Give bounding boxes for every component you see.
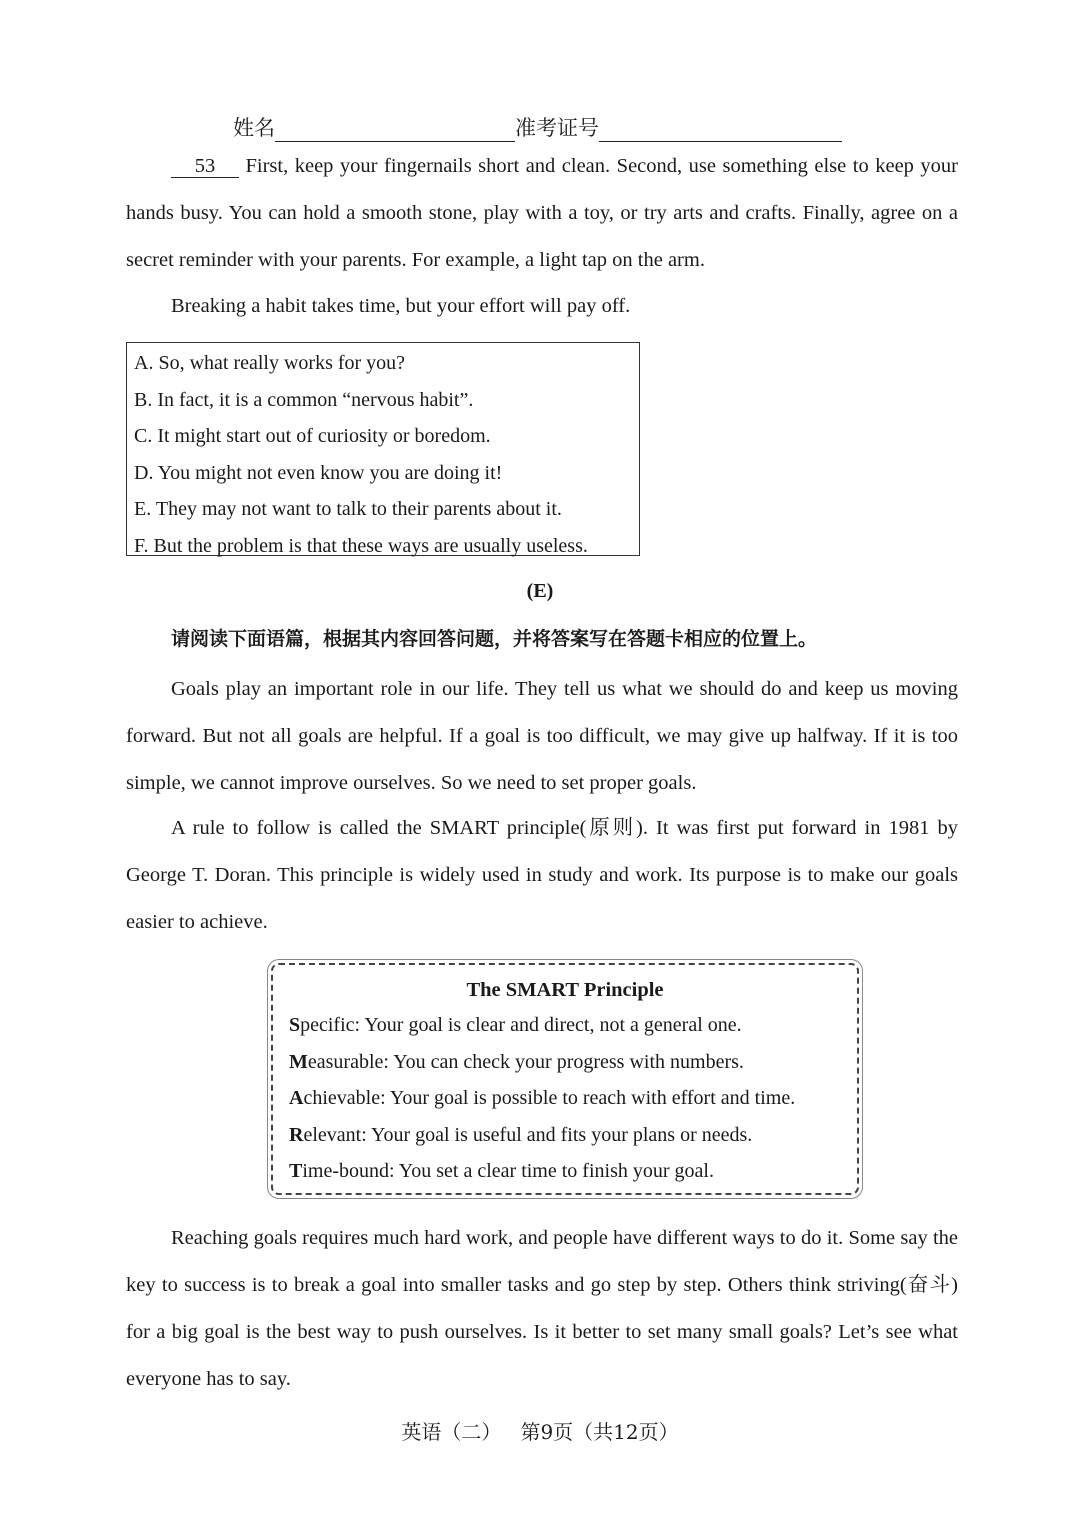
passage-e-paragraph-3: Reaching goals requires much hard work, and people have different ways to do it. Some say the key to success is to break a goal into smaller tasks and go step by step. Others think striving(奋斗) for a big goal is the best way to push ourselves. Is it better to set many small goals? Let’s see what everyone has to say.	[126, 1227, 958, 1390]
passage-e-paragraph-1: Goals play an important role in our life. They tell us what we should do and keep us moving forward. But not all goals are helpful. If a goal is too difficult, we may give up halfway. If it is too simple, we cannot improve ourselves. So we need to set proper goals.	[126, 678, 958, 794]
smart-initial: A	[289, 1087, 304, 1109]
option-f: F. But the problem is that these ways are usually useless.	[134, 534, 588, 557]
smart-initial: T	[289, 1160, 303, 1182]
smart-initial: M	[289, 1050, 308, 1073]
smart-item-time-bound	[289, 1153, 857, 1190]
smart-item-text: pecific: Your goal is clear and direct, not a general one.	[300, 1014, 742, 1036]
exam-id-blank	[599, 121, 842, 142]
exam-id-label: 准考证号	[515, 116, 599, 140]
smart-item-measurable	[289, 1044, 857, 1081]
section-e-label: (E)	[526, 580, 554, 602]
passage-d-paragraph-2: Breaking a habit takes time, but your effort will pay off.	[171, 295, 631, 317]
name-label: 姓名	[233, 116, 275, 140]
passage-d-paragraph-1	[126, 143, 958, 284]
passage-e-paragraph-2: A rule to follow is called the SMART principle(原则). It was first put forward in 1981 by George T. Doran. This principle is widely used in study and work. Its purpose is to make our goals easier to achieve.	[126, 817, 958, 933]
name-blank	[275, 121, 515, 142]
smart-item-achievable	[289, 1080, 857, 1117]
option-a: A. So, what really works for you?	[134, 352, 406, 374]
page-footer: 英语（二） 第9页（共12页）	[401, 1420, 679, 1444]
smart-principle-box	[271, 963, 859, 1195]
smart-item-text: chievable: Your goal is possible to reach with effort and time.	[303, 1087, 796, 1109]
paragraph-text: First, keep your fingernails short and clean. Second, use something else to keep your hands busy. You can hold a smooth stone, play with a toy, or try arts and crafts. Finally, agree on a secret reminder with your parents. For example, a light tap on the arm.	[126, 155, 958, 271]
question-blank-53: 53	[171, 155, 239, 178]
smart-initial: S	[289, 1014, 301, 1036]
smart-box-title: The SMART Principle	[466, 979, 664, 1001]
smart-initial: R	[289, 1123, 304, 1146]
options-box	[126, 342, 640, 556]
section-e-instruction: 请阅读下面语篇，根据其内容回答问题，并将答案写在答题卡相应的位置上。	[171, 628, 818, 650]
option-b: B. In fact, it is a common “nervous habit”.	[134, 388, 474, 411]
option-d: D. You might not even know you are doing it!	[134, 461, 503, 484]
option-e: E. They may not want to talk to their parents about it.	[134, 498, 562, 520]
option-c: C. It might start out of curiosity or boredom.	[134, 425, 491, 447]
smart-item-relevant	[289, 1117, 857, 1154]
smart-item-text: elevant: Your goal is useful and fits your plans or needs.	[303, 1123, 753, 1146]
smart-item-text: easurable: You can check your progress with numbers.	[307, 1050, 744, 1073]
smart-item-specific	[289, 1007, 857, 1044]
candidate-header	[233, 112, 842, 142]
smart-item-text: ime-bound: You set a clear time to finish your goal.	[302, 1160, 714, 1182]
